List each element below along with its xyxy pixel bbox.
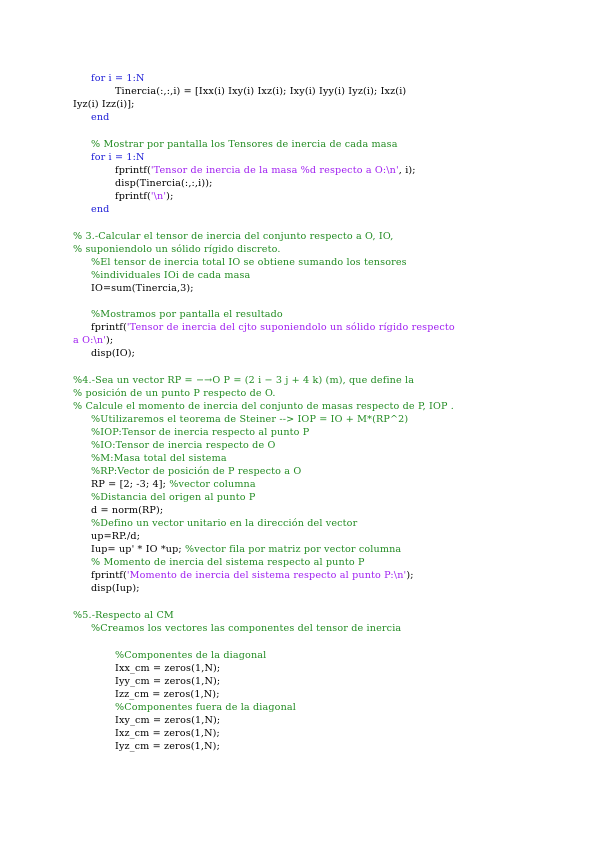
code-text: RP = [2; -3; 4]; xyxy=(91,479,170,490)
code-line: disp(Tinercia(:,:,i)); xyxy=(115,178,213,189)
code-text: fprintf( xyxy=(91,570,127,581)
comment-line: % Calcule el momento de inercia del conjunto de masas respecto de P, IOP . xyxy=(73,401,454,412)
code-line: Ixx_cm = zeros(1,N); xyxy=(115,663,221,674)
code-line xyxy=(91,544,401,555)
comment-line: % Mostrar por pantalla los Tensores de inercia de cada masa xyxy=(91,139,398,150)
comment-line: %El tensor de inercia total IO se obtiene sumando los tensores xyxy=(91,257,407,268)
code-line: Iyy_cm = zeros(1,N); xyxy=(115,676,221,687)
code-line: end xyxy=(91,112,110,123)
code-line: Izz_cm = zeros(1,N); xyxy=(115,689,220,700)
code-text: fprintf( xyxy=(91,322,127,333)
code-line xyxy=(91,479,256,490)
comment-line: % posición de un punto P respecto de O. xyxy=(73,388,276,399)
comment-line: %Mostramos por pantalla el resultado xyxy=(91,309,283,320)
code-line: for i = 1:N xyxy=(91,73,145,84)
comment-line: %Componentes de la diagonal xyxy=(115,650,267,661)
comment-line: %Componentes fuera de la diagonal xyxy=(115,702,297,713)
code-line: Tinercia(:,:,i) = [Ixx(i) Ixy(i) Ixz(i); Ixy(i) Iyy(i) Iyz(i); Ixz(i) xyxy=(115,86,407,97)
inline-comment: %vector fila por matriz por vector columna xyxy=(185,544,402,555)
code-line: IO=sum(Tinercia,3); xyxy=(91,283,194,294)
code-line: disp(Iup); xyxy=(91,583,140,594)
code-text: Iup= up' * IO *up; xyxy=(91,544,186,555)
code-line: d = norm(RP); xyxy=(91,505,164,516)
string-literal: a O:\n' xyxy=(73,335,106,346)
code-text: , i); xyxy=(398,165,416,176)
code-line: disp(IO); xyxy=(91,348,135,359)
comment-line: %IO:Tensor de inercia respecto de O xyxy=(91,440,276,451)
code-text: ); xyxy=(406,570,414,581)
code-line xyxy=(73,335,113,346)
code-text: fprintf( xyxy=(115,165,151,176)
code-text: ); xyxy=(105,335,114,346)
code-line: Ixy_cm = zeros(1,N); xyxy=(115,715,221,726)
comment-line: %Utilizaremos el teorema de Steiner --> IOP = IO + M*(RP^2) xyxy=(91,414,409,425)
inline-comment: %vector columna xyxy=(169,479,256,490)
comment-line: %IOP:Tensor de inercia respecto al punto P xyxy=(91,427,310,438)
comment-line: %Distancia del origen al punto P xyxy=(91,492,256,503)
code-line: Iyz(i) Izz(i)]; xyxy=(73,99,135,110)
code-line xyxy=(115,191,173,202)
comment-line: % 3.-Calcular el tensor de inercia del conjunto respecto a O, IO, xyxy=(73,231,394,242)
code-line: Iyz_cm = zeros(1,N); xyxy=(115,741,220,752)
comment-line: % Momento de inercia del sistema respecto al punto P xyxy=(91,557,365,568)
comment-line: %5.-Respecto al CM xyxy=(73,610,174,621)
code-text: ); xyxy=(166,191,174,202)
comment-line: %Defino un vector unitario en la dirección del vector xyxy=(91,518,358,529)
code-line: for i = 1:N xyxy=(91,152,145,163)
comment-line: %4.-Sea un vector RP = −→O P = (2 i − 3 j + 4 k) (m), que define la xyxy=(73,375,415,386)
comment-line: % suponiendolo un sólido rígido discreto. xyxy=(73,244,281,255)
code-text: fprintf( xyxy=(115,191,151,202)
comment-line: %Creamos los vectores las componentes del tensor de inercia xyxy=(91,623,402,634)
code-line xyxy=(91,570,414,581)
string-literal: 'Tensor de inercia del cjto suponiendolo un sólido rígido respecto xyxy=(126,322,455,333)
comment-line: %RP:Vector de posición de P respecto a O xyxy=(91,466,302,477)
code-line xyxy=(115,165,416,176)
string-literal: 'Tensor de inercia de la masa %d respecto a O:\n' xyxy=(150,165,399,176)
code-line: end xyxy=(91,204,110,215)
code-line xyxy=(91,322,455,333)
code-line: Ixz_cm = zeros(1,N); xyxy=(115,728,220,739)
comment-line: %individuales IOi de cada masa xyxy=(91,270,251,281)
string-literal: 'Momento de inercia del sistema respecto al punto P:\n' xyxy=(126,570,407,581)
comment-line: %M:Masa total del sistema xyxy=(91,453,227,464)
code-line: up=RP./d; xyxy=(91,531,141,542)
string-literal: '\n' xyxy=(150,191,167,202)
